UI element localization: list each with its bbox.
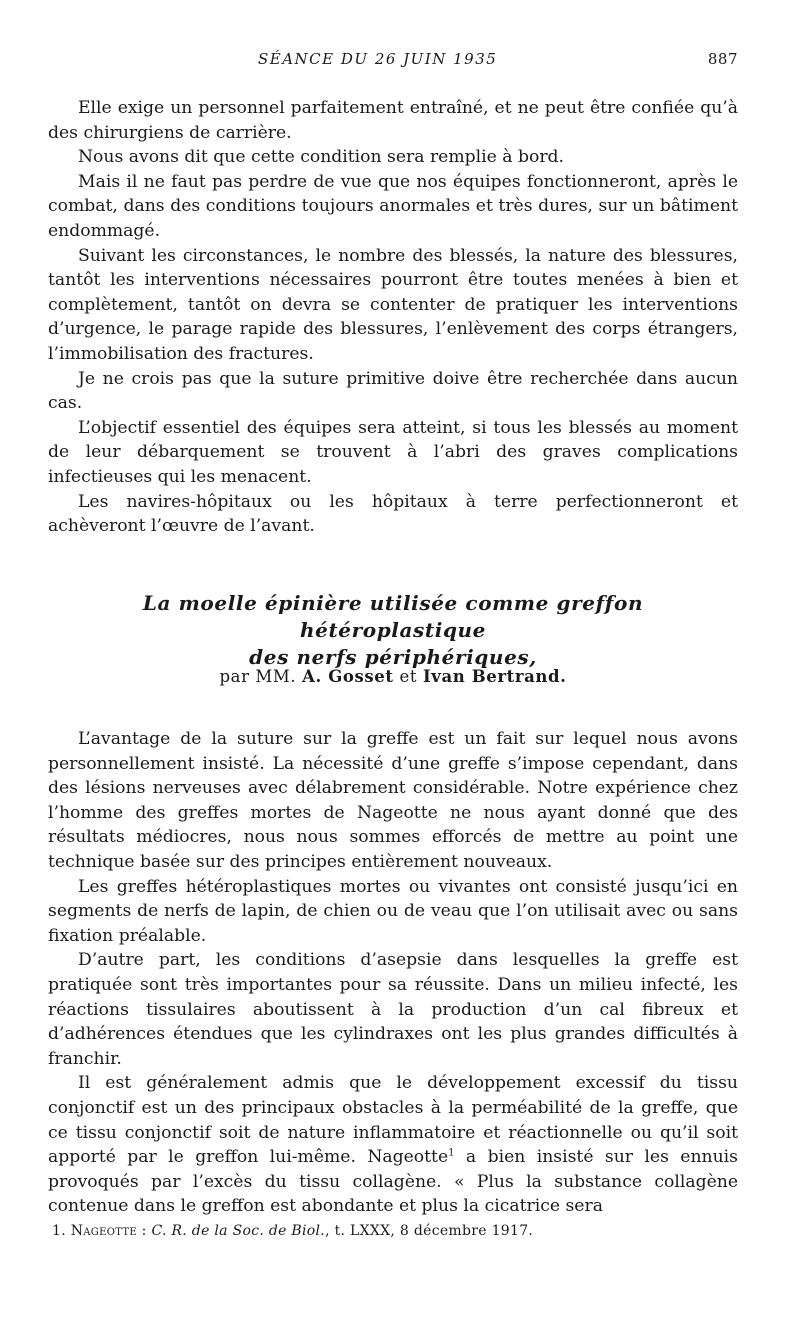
byline-and: et bbox=[399, 667, 418, 686]
byline bbox=[48, 667, 738, 686]
paragraph: L’avantage de la suture sur la greffe est un fait sur lequel nous avons personnellement insisté. La nécessité d’une greffe s’impose cependant, dans des lésions nerveuses avec délabrement considérable. Notre expérience chez l’homme des greffes mortes de Nageotte ne nous ayant donné que des résultats médiocres, nous nous sommes efforcés de mettre au point une technique basée sur des principes entièrement nouveaux. bbox=[48, 729, 738, 872]
page-number: 887 bbox=[707, 50, 738, 68]
paragraph: Je ne crois pas que la suture primitive doive être recherchée dans aucun cas. bbox=[48, 368, 738, 414]
article-title bbox=[48, 590, 738, 671]
article-title-line-2: des nerfs périphériques, bbox=[249, 645, 537, 669]
paragraph bbox=[48, 1071, 738, 1219]
running-head bbox=[48, 50, 738, 72]
paragraph: Suivant les circonstances, le nombre des blessés, la nature des blessures, tantôt les interventions nécessaires pourront être toutes menées à bien et complètement, tantôt on devra se contenter de pratiquer les interventions d’urgence, le parage rapide des blessures, l’enlèvement des corps étrangers, l’immobilisation des fractures. bbox=[48, 245, 738, 364]
footnote-reference[interactable]: 1 bbox=[448, 1147, 455, 1159]
paragraph: Mais il ne faut pas perdre de vue que nos équipes fonctionneront, après le combat, dans des conditions toujours anormales et très dures, sur un bâtiment endommagé. bbox=[48, 171, 738, 241]
paragraph: Les greffes hétéroplastiques mortes ou vivantes ont consisté jusqu’ici en segments de nerfs de lapin, de chien ou de veau que l’on utilisait avec ou sans fixation préalable. bbox=[48, 876, 738, 946]
section-1-body bbox=[48, 96, 738, 539]
footnote-source: C. R. de la Soc. de Biol. bbox=[151, 1223, 326, 1239]
paragraph-text: a bien insisté sur les ennuis provoqués par l’excès du tissu collagène. « Plus la substance collagène contenue dans le greffon est abondante et plus la cicatrice sera bbox=[48, 1147, 739, 1217]
author-2: Ivan Bertrand. bbox=[422, 667, 567, 686]
paragraph-text: Il est généralement admis que le développement excessif du tissu conjonctif est un des principaux obstacles à la perméabilité de la greffe, que ce tissu conjonctif soit de nature inflammatoire et réactionnelle ou qu’il soit apporté par le greffon lui-même. Nageotte bbox=[48, 1073, 738, 1168]
footnote-author: Nageotte bbox=[70, 1223, 137, 1239]
section-2-body bbox=[48, 727, 738, 1219]
author-1: A. Gosset bbox=[302, 667, 394, 686]
paragraph: Nous avons dit que cette condition sera remplie à bord. bbox=[78, 147, 565, 168]
footnote-separator: : bbox=[136, 1223, 152, 1239]
paragraph: L’objectif essentiel des équipes sera atteint, si tous les blessés au moment de leur débarquement se trouvent à l’abri des graves complications infectieuses qui les menacent. bbox=[48, 417, 738, 487]
article-title-line-1: La moelle épinière utilisée comme greffon hétéroplastique bbox=[142, 591, 644, 642]
running-head-title: SÉANCE DU 26 JUIN 1935 bbox=[258, 50, 498, 68]
footnote bbox=[52, 1223, 742, 1239]
byline-prefix: par MM. bbox=[219, 667, 297, 686]
footnote-details: , t. LXXX, 8 décembre 1917. bbox=[325, 1223, 534, 1239]
paragraph: Elle exige un personnel parfaitement entraîné, et ne peut être confiée qu’à des chirurgiens de carrière. bbox=[48, 98, 738, 143]
paragraph: D’autre part, les conditions d’asepsie dans lesquelles la greffe est pratiquée sont très importantes pour sa réussite. Dans un milieu infecté, les réactions tissulaires aboutissent à la production d’un cal fibreux et d’adhérences étendues que les cylindraxes ont les plus grandes difficultés à franchir. bbox=[48, 950, 738, 1069]
footnote-number: 1. bbox=[52, 1223, 66, 1239]
paragraph: Les navires-hôpitaux ou les hôpitaux à terre perfectionneront et achèveront l’œuvre de l’avant. bbox=[48, 491, 738, 537]
